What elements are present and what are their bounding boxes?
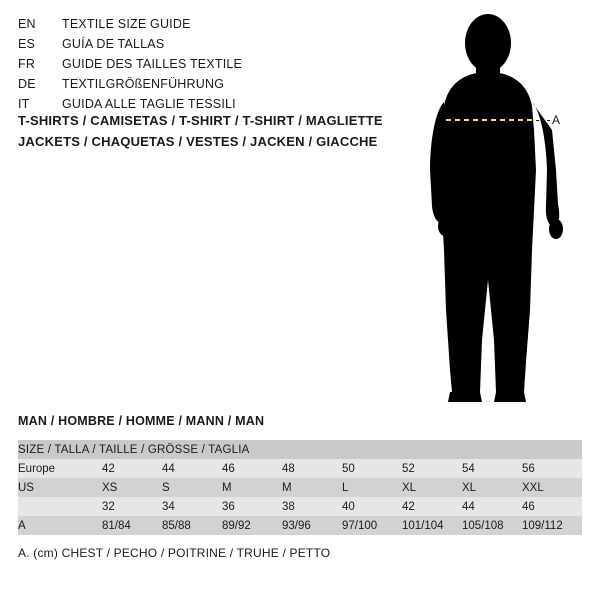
cell-us-4: L <box>342 478 402 497</box>
language-title-es: GUÍA DE TALLAS <box>62 37 165 51</box>
language-title-it: GUIDA ALLE TAGLIE TESSILI <box>62 97 236 111</box>
row-label-a: A <box>18 516 102 535</box>
cell-usnum-3: 38 <box>282 497 342 516</box>
category-tshirts: T-SHIRTS / CAMISETAS / T-SHIRT / T-SHIRT / MAGLIETTE <box>18 113 383 128</box>
table-row <box>18 497 582 516</box>
measure-label-a: A <box>552 113 561 127</box>
chest-measurement-footnote: A. (cm) CHEST / PECHO / POITRINE / TRUHE / PETTO <box>18 546 331 560</box>
cell-usnum-1: 34 <box>162 497 222 516</box>
language-title-list <box>18 14 398 114</box>
cell-usnum-0: 32 <box>102 497 162 516</box>
table-row <box>18 478 582 497</box>
table-header-label: SIZE / TALLA / TAILLE / GRÖSSE / TAGLIA <box>18 440 582 459</box>
language-title-fr: GUIDE DES TAILLES TEXTILE <box>62 57 243 71</box>
row-label-europe: Europe <box>18 459 102 478</box>
cell-us-3: M <box>282 478 342 497</box>
cell-us-2: M <box>222 478 282 497</box>
cell-a-2: 89/92 <box>222 516 282 535</box>
cell-us-5: XL <box>402 478 462 497</box>
cell-europe-7: 56 <box>522 459 582 478</box>
language-code-it: IT <box>18 97 30 111</box>
language-code-de: DE <box>18 77 36 91</box>
category-jackets: JACKETS / CHAQUETAS / VESTES / JACKEN / GIACCHE <box>18 134 378 149</box>
language-row-es <box>18 34 398 54</box>
cell-europe-5: 52 <box>402 459 462 478</box>
cell-a-6: 105/108 <box>462 516 522 535</box>
cell-europe-4: 50 <box>342 459 402 478</box>
cell-us-1: S <box>162 478 222 497</box>
language-row-de <box>18 74 398 94</box>
cell-usnum-2: 36 <box>222 497 282 516</box>
cell-usnum-7: 46 <box>522 497 582 516</box>
row-label-us-numeric <box>18 497 102 516</box>
language-code-en: EN <box>18 17 36 31</box>
cell-europe-2: 46 <box>222 459 282 478</box>
cell-europe-6: 54 <box>462 459 522 478</box>
cell-a-4: 97/100 <box>342 516 402 535</box>
cell-usnum-6: 44 <box>462 497 522 516</box>
language-title-en: TEXTILE SIZE GUIDE <box>62 17 191 31</box>
silhouette-icon <box>400 10 600 410</box>
language-row-en <box>18 14 398 34</box>
gender-heading: MAN / HOMBRE / HOMME / MANN / MAN <box>18 414 265 428</box>
language-title-de: TEXTILGRÖßENFÜHRUNG <box>62 77 225 91</box>
cell-us-0: XS <box>102 478 162 497</box>
cell-a-5: 101/104 <box>402 516 462 535</box>
row-label-us: US <box>18 478 102 497</box>
size-table <box>18 440 582 535</box>
garment-category-list <box>18 110 418 152</box>
cell-usnum-5: 42 <box>402 497 462 516</box>
cell-us-7: XXL <box>522 478 582 497</box>
male-silhouette-figure <box>400 10 600 410</box>
cell-europe-0: 42 <box>102 459 162 478</box>
language-code-fr: FR <box>18 57 36 71</box>
table-header-row <box>18 440 582 459</box>
size-table-wrapper <box>18 440 582 535</box>
cell-a-3: 93/96 <box>282 516 342 535</box>
cell-europe-1: 44 <box>162 459 222 478</box>
cell-a-0: 81/84 <box>102 516 162 535</box>
cell-a-1: 85/88 <box>162 516 222 535</box>
language-code-es: ES <box>18 37 36 51</box>
table-row <box>18 516 582 535</box>
cell-usnum-4: 40 <box>342 497 402 516</box>
language-row-fr <box>18 54 398 74</box>
cell-us-6: XL <box>462 478 522 497</box>
cell-a-7: 109/112 <box>522 516 582 535</box>
measure-leader-line <box>536 120 550 121</box>
cell-europe-3: 48 <box>282 459 342 478</box>
table-row <box>18 459 582 478</box>
